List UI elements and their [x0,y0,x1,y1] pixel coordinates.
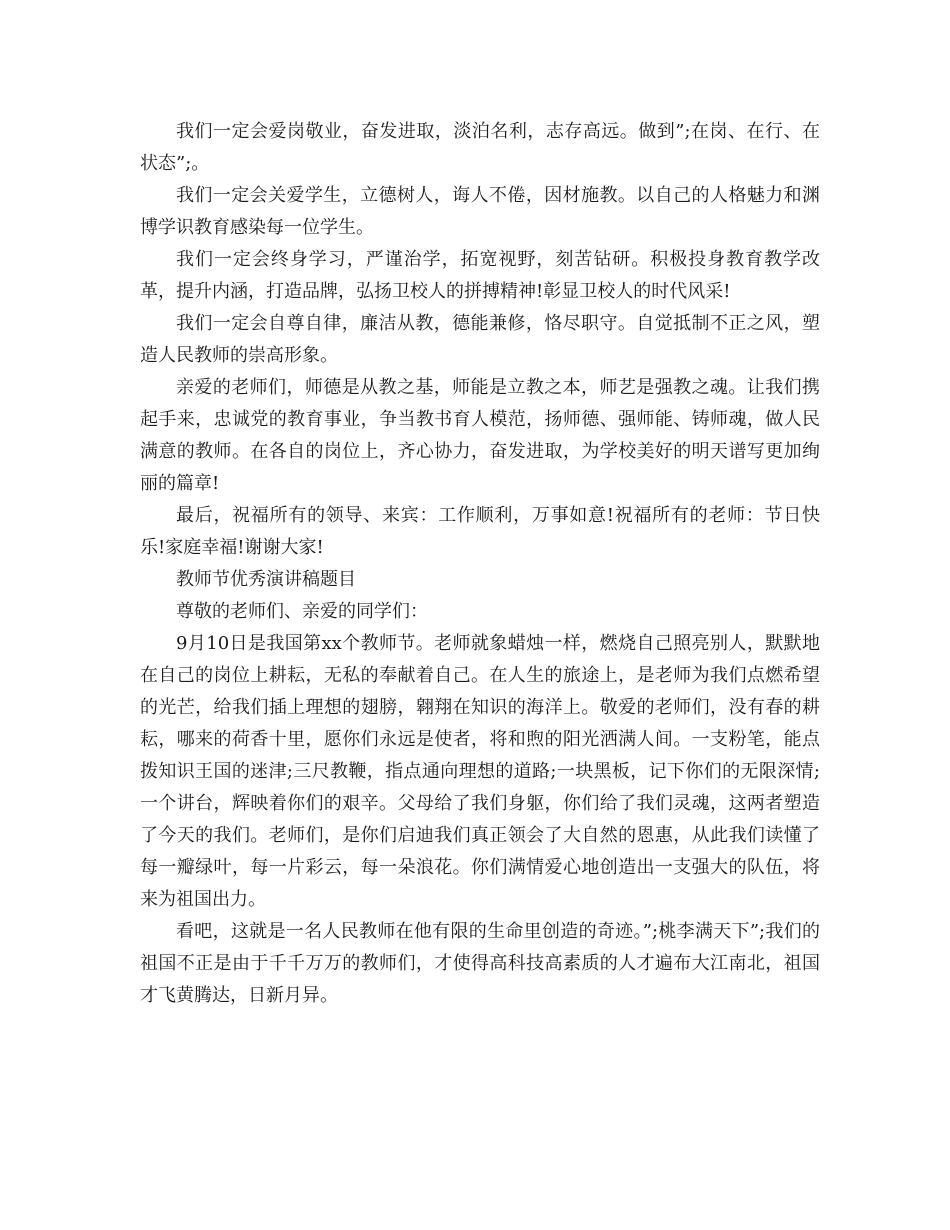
salutation: 尊敬的老师们、亲爱的同学们： [176,601,428,622]
paragraph-4: 我们一定会自尊自律，廉洁从教，德能兼修，恪尽职守。自觉抵制不正之风，塑造人民教师的崇高形象。 [140,313,820,366]
paragraph-2: 我们一定会关爱学生，立德树人，诲人不倦，因材施教。以自己的人格魅力和渊博学识教育感染每一位学生。 [140,185,820,238]
paragraph-6: 最后，祝福所有的领导、来宾：工作顺利，万事如意!祝福所有的老师：节日快乐!家庭幸福!谢谢大家! [140,505,820,558]
paragraph-5: 亲爱的老师们，师德是从教之基，师能是立教之本，师艺是强教之魂。让我们携起手来，忠诚党的教育事业，争当教书育人模范，扬师德、强师能、铸师魂，做人民满意的教师。在各自的岗位上，齐心协力，奋发进取，为学校美好的明天谱写更加绚丽的篇章! [140,377,820,494]
document-body [140,116,820,1012]
section-title: 教师节优秀演讲稿题目 [176,569,356,590]
paragraph-1: 我们一定会爱岗敬业，奋发进取，淡泊名利，志存高远。做到”;在岗、在行、在状态”;。 [140,121,820,174]
paragraph-10: 看吧，这就是一名人民教师在他有限的生命里创造的奇迹。”;桃李满天下”;我们的祖国不正是由于千千万万的教师们，才使得高科技高素质的人才遍布大江南北，祖国才飞黄腾达，日新月异。 [140,921,820,1006]
paragraph-9: 9月10日是我国第xx个教师节。老师就象蜡烛一样，燃烧自己照亮别人，默默地在自己的岗位上耕耘，无私的奉献着自己。在人生的旅途上，是老师为我们点燃希望的光芒，给我们插上理想的翅膀，翱翔在知识的海洋上。敬爱的老师们，没有春的耕耘，哪来的荷香十里，愿你们永远是使者，将和煦的阳光洒满人间。一支粉笔，能点拨知识王国的迷津;三尺教鞭，指点通向理想的道路;一块黑板，记下你们的无限深情;一个讲台，辉映着你们的艰辛。父母给了我们身躯，你们给了我们灵魂，这两者塑造了今天的我们。老师们，是你们启迪我们真正领会了大自然的恩惠，从此我们读懂了每一瓣绿叶，每一片彩云，每一朵浪花。你们满情爱心地创造出一支强大的队伍，将来为祖国出力。 [140,633,820,910]
paragraph-3: 我们一定会终身学习，严谨治学，拓宽视野，刻苦钻研。积极投身教育教学改革，提升内涵，打造品牌，弘扬卫校人的拼搏精神!彰显卫校人的时代风采! [140,249,820,302]
